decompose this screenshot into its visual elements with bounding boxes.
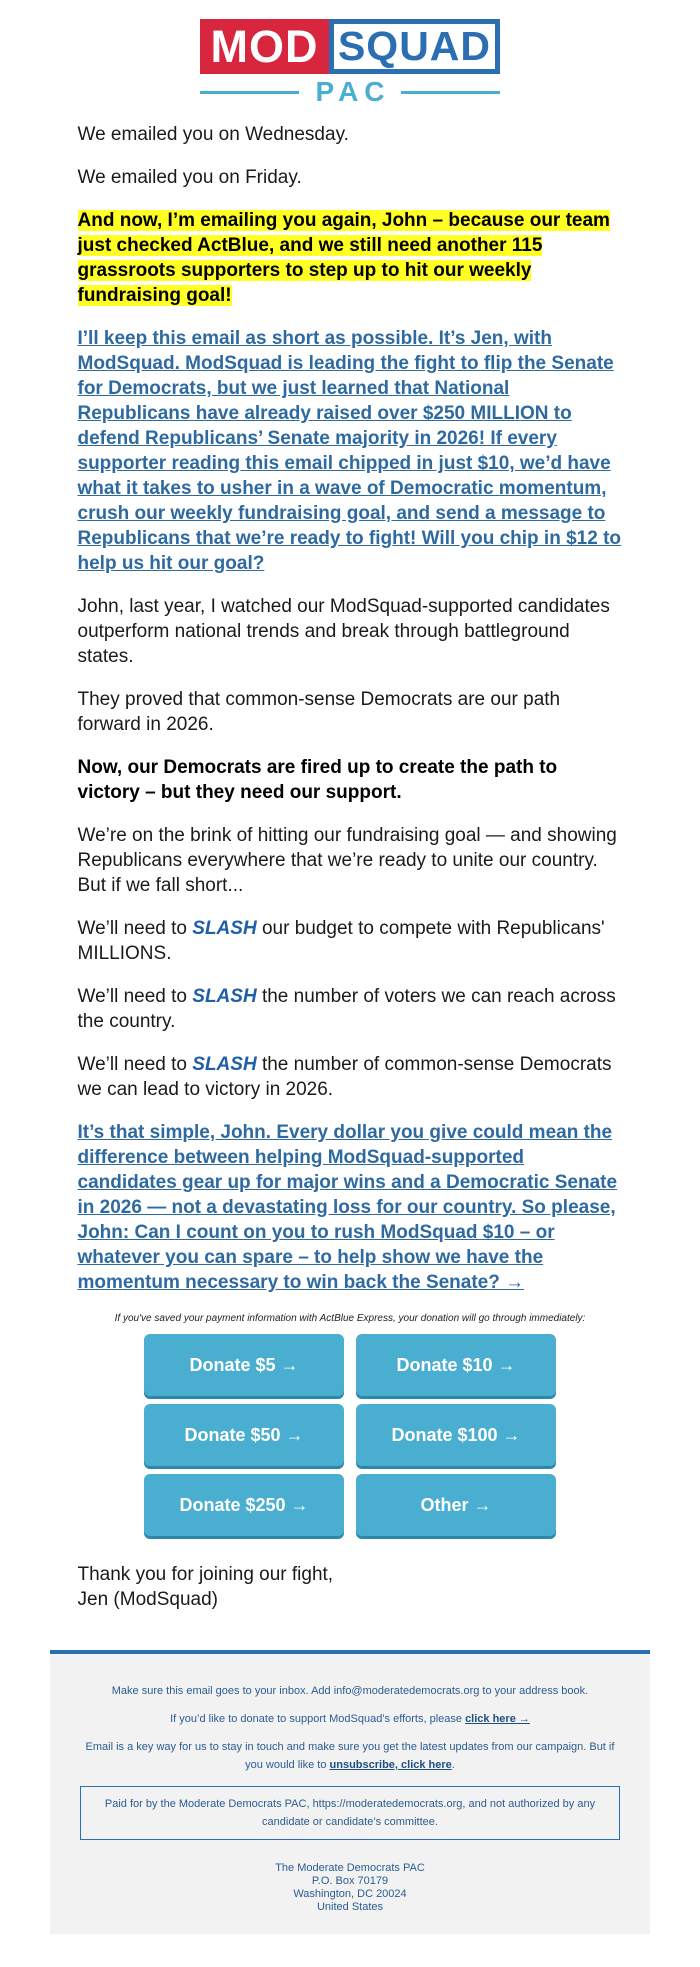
unsubscribe-link[interactable]: unsubscribe, click here	[329, 1759, 452, 1771]
footer-donate-link[interactable]: click here →	[465, 1713, 530, 1725]
email-body	[78, 106, 623, 1612]
paragraph-common-sense: They proved that common-sense Democrats are our path forward in 2026.	[77, 689, 561, 735]
logo-divider-right	[401, 91, 500, 94]
donate-100-button[interactable]: Donate $100 →	[356, 1404, 556, 1466]
paragraph-wednesday: We emailed you on Wednesday.	[77, 124, 349, 145]
address-name: The Moderate Democrats PAC	[275, 1862, 425, 1874]
paragraph-slash-budget	[78, 916, 623, 966]
donate-link-intro[interactable]: I’ll keep this email as short as possible. It’s Jen, with ModSquad. ModSquad is leading the fight to flip the Senate for Democrats, but we just learned that National Republicans have already raised over $250 MILLION to defend Republicans’ Senate majority in 2026! If every supporter reading this email chipped in just $10, we’d have what it takes to usher in a wave of Democratic momentum, crush our weekly fundraising goal, and send a message to Republicans that we’re ready to fight! Will you chip in $12 to help us hit our goal?	[77, 328, 622, 574]
slash-democrats-post: the number of common-sense Democrats we can lead to victory in 2026.	[77, 1054, 612, 1100]
signoff-line-1: Thank you for joining our fight,	[77, 1564, 334, 1585]
paragraph-closing-link	[78, 1120, 623, 1295]
slash-voters-post: the number of voters we can reach across the country.	[77, 986, 616, 1032]
donate-250-button[interactable]: Donate $250 →	[144, 1474, 344, 1536]
footer-support	[80, 1710, 620, 1728]
logo-divider-left	[200, 91, 299, 94]
footer-unsubscribe-period: .	[451, 1759, 455, 1771]
slash-democrats-pre: We’ll need to	[77, 1054, 193, 1075]
slash-voters-pre: We’ll need to	[77, 986, 193, 1007]
paragraph-slash-voters	[78, 984, 623, 1034]
footer-inbox-note: Make sure this email goes to your inbox. Add info@moderatedemocrats.org to your address book.	[111, 1685, 589, 1697]
donate-50-button[interactable]: Donate $50 →	[144, 1404, 344, 1466]
logo-squad-text: SQUAD	[329, 19, 500, 74]
paragraph-intro-link	[78, 326, 623, 576]
slash-word: SLASH	[192, 918, 257, 939]
logo-wordmark	[200, 19, 500, 74]
footer-unsubscribe-text: Email is a key way for us to stay in touch and make sure you get the latest updates from our campaign. But if you would like to	[85, 1741, 615, 1771]
paid-for-disclaimer: Paid for by the Moderate Democrats PAC, https://moderatedemocrats.org, and not authorized by any candidate or candidate’s committee.	[80, 1786, 620, 1840]
mailing-address	[80, 1862, 620, 1914]
donate-10-button[interactable]: Donate $10 →	[356, 1334, 556, 1396]
paragraph-fired-up: Now, our Democrats are fired up to create the path to victory – but they need our support.	[77, 757, 558, 803]
donate-button-grid	[144, 1334, 556, 1536]
modsquad-pac-logo	[200, 19, 500, 106]
email-footer	[50, 1650, 650, 1934]
donate-5-button[interactable]: Donate $5 →	[144, 1334, 344, 1396]
address-box: P.O. Box 70179	[311, 1875, 389, 1887]
donate-link-closing[interactable]: It’s that simple, John. Every dollar you give could mean the difference between helping ModSquad-supported candidates gear up for major wins and a Democratic Senate in 2026 — not a devastating loss for our country. So please, John: Can I count on you to rush ModSquad $10 – or whatever you can spare – to help show we have the momentum necessary to win back the Senate? →	[77, 1122, 618, 1293]
address-city: Washington, DC 20024	[293, 1888, 407, 1900]
slash-budget-pre: We’ll need to	[77, 918, 193, 939]
actblue-express-note: If you've saved your payment information with ActBlue Express, your donation will go through immediately:	[114, 1313, 586, 1324]
footer-unsubscribe	[80, 1738, 620, 1774]
donate-other-button[interactable]: Other →	[356, 1474, 556, 1536]
slash-budget-post: our budget to compete with Republicans' MILLIONS.	[77, 918, 605, 964]
paragraph-slash-democrats	[78, 1052, 623, 1102]
paragraph-friday: We emailed you on Friday.	[77, 167, 302, 188]
highlighted-text: And now, I’m emailing you again, John – because our team just checked ActBlue, and we still need another 115 grassroots supporters to step up to hit our weekly fundraising goal!	[77, 210, 610, 306]
slash-word: SLASH	[192, 986, 257, 1007]
address-country: United States	[316, 1901, 384, 1913]
signoff-line-2: Jen (ModSquad)	[77, 1589, 218, 1610]
paragraph-last-year: John, last year, I watched our ModSquad-supported candidates outperform national trends and break through battleground states.	[77, 596, 610, 667]
logo-pac-row	[200, 78, 500, 106]
email-container	[0, 19, 700, 1934]
logo-pac-text: PAC	[315, 76, 391, 107]
paragraph-brink: We’re on the brink of hitting our fundraising goal — and showing Republicans everywhere that we’re ready to unite our country. But if we fall short...	[77, 825, 617, 896]
logo-mod-text: MOD	[200, 19, 329, 74]
signoff	[78, 1562, 623, 1612]
slash-word: SLASH	[192, 1054, 257, 1075]
footer-support-text: If you’d like to donate to support ModSquad’s efforts, please	[170, 1713, 466, 1725]
paragraph-highlight	[78, 208, 623, 308]
